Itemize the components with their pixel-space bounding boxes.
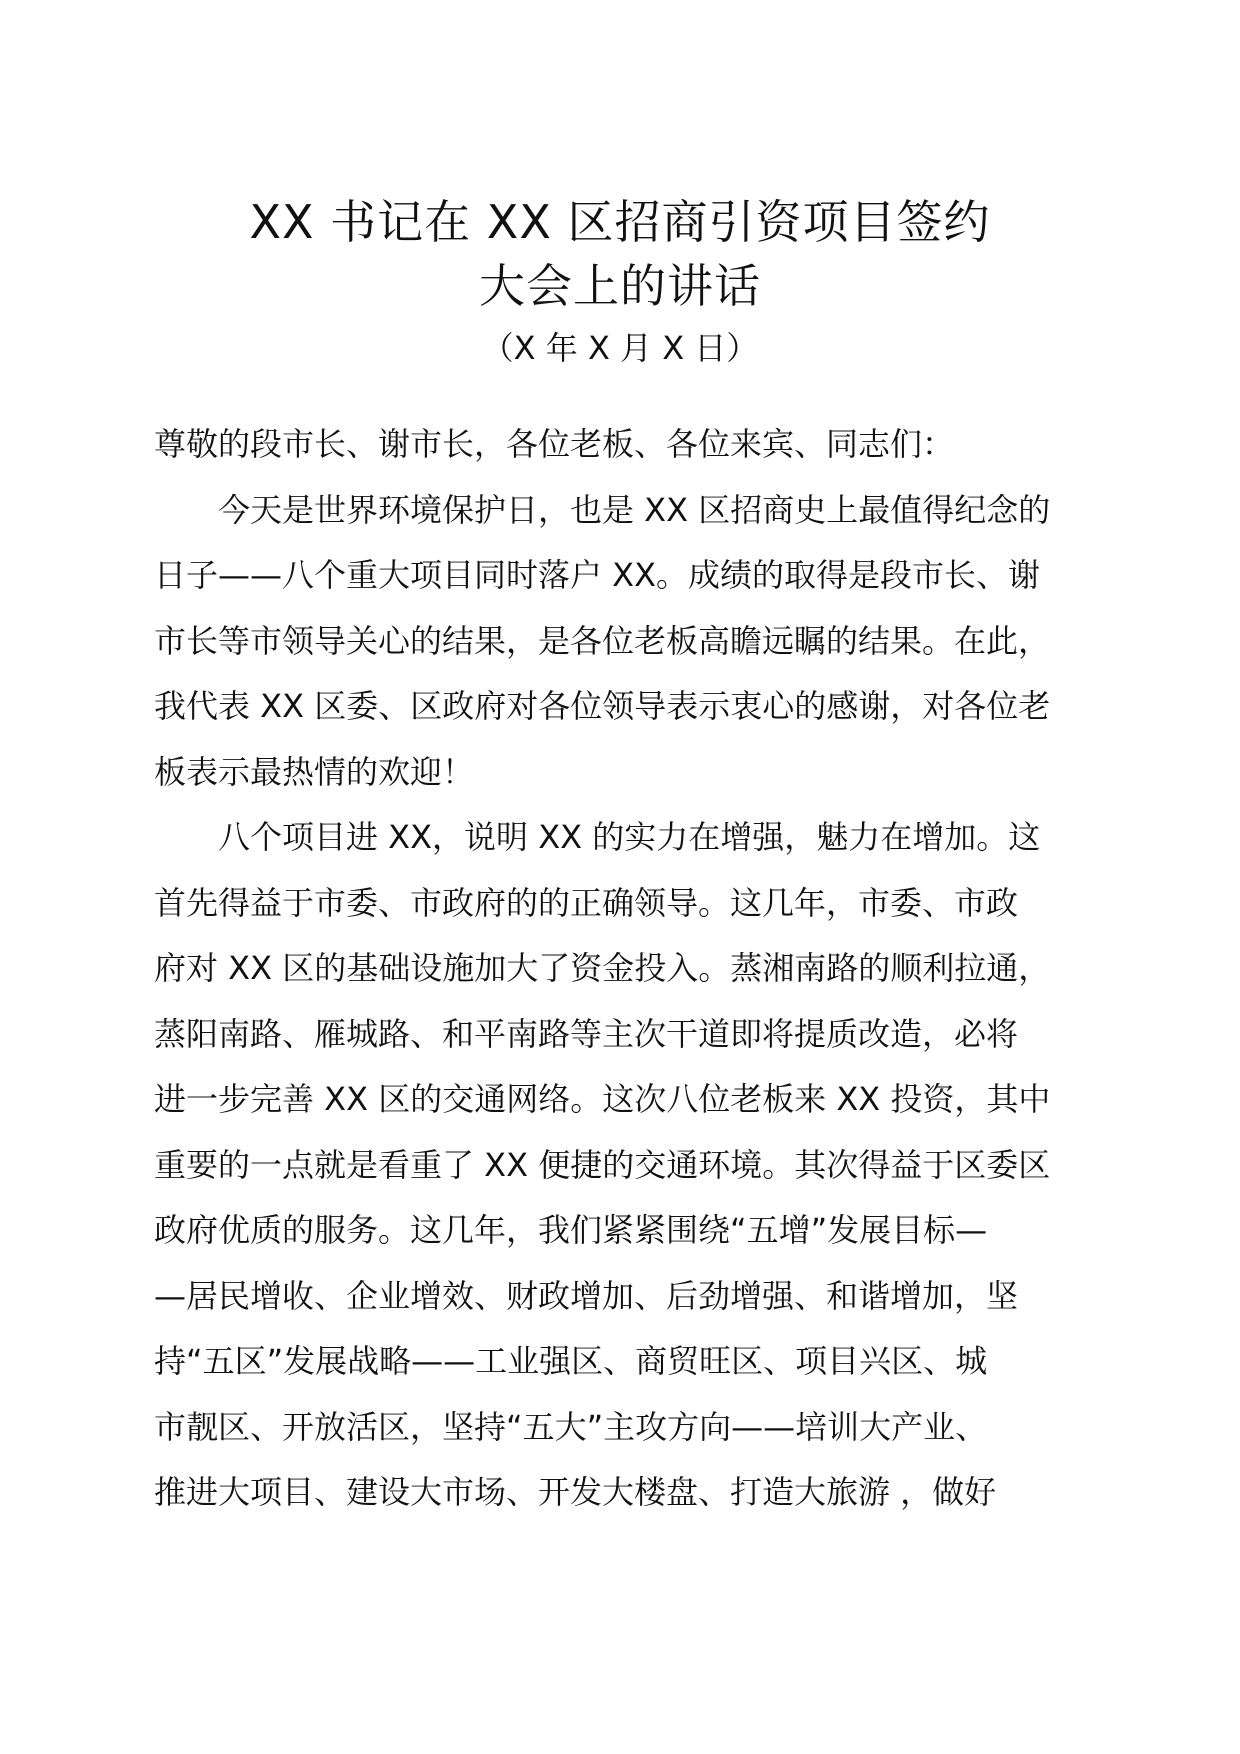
paragraph-line: 进一步完善 XX 区的交通网络。这次八位老板来 XX 投资，其中 (154, 1080, 1051, 1118)
paragraph-line: 重要的一点就是看重了 XX 便捷的交通环境。其次得益于区委区 (154, 1145, 1051, 1184)
paragraph-1 (154, 478, 1094, 806)
paragraph-line: 板表示最热情的欢迎！ (154, 752, 475, 791)
document-title-line-2: 大会上的讲话 (479, 259, 761, 313)
paragraph-line: 今天是世界环境保护日，也是 XX 区招商史上最值得纪念的 (218, 490, 1051, 529)
paragraph-line: 蒸阳南路、雁城路、和平南路等主次干道即将提质改造，必将 (154, 1014, 1019, 1053)
paragraph-line: 首先得益于市委、市政府的的正确领导。这几年，市委、市政 (154, 883, 1019, 922)
paragraph-2 (154, 805, 1094, 1526)
paragraph-line: 推进大项目、建设大市场、开发大楼盘、打造大旅游 ，做好 (154, 1473, 997, 1511)
paragraph-line: 持“五区”发展战略——工业强区、商贸旺区、项目兴区、城 (154, 1342, 988, 1380)
paragraph-line: 我代表 XX 区委、区政府对各位领导表示衷心的感谢，对各位老 (154, 687, 1051, 725)
salutation: 尊敬的段市长、谢市长，各位老板、各位来宾、同志们： (154, 425, 955, 463)
paragraph-line: —居民增收、企业增效、财政增加、后劲增强、和谐增加，坚 (154, 1276, 1019, 1315)
paragraph-line: 市靓区、开放活区，坚持“五大”主攻方向——培训大产业、 (154, 1407, 988, 1446)
document-date: （X 年 X 月 X 日） (481, 329, 759, 367)
paragraph-line: 八个项目进 XX，说明 XX 的实力在增强，魅力在增加。这 (218, 818, 1041, 856)
title-block (0, 190, 1240, 372)
document-body (154, 412, 1094, 1526)
document-title-line-1: XX 书记在 XX 区招商引资项目签约 (249, 195, 991, 249)
paragraph-line: 政府优质的服务。这几年，我们紧紧围绕“五增”发展目标— (154, 1211, 988, 1249)
paragraph-line: 府对 XX 区的基础设施加大了资金投入。蒸湘南路的顺利拉通， (154, 949, 1051, 987)
paragraph-line: 日子——八个重大项目同时落户 XX。成绩的取得是段市长、谢 (154, 556, 1041, 594)
paragraph-line: 市长等市领导关心的结果，是各位老板高瞻远瞩的结果。在此， (154, 621, 1051, 660)
